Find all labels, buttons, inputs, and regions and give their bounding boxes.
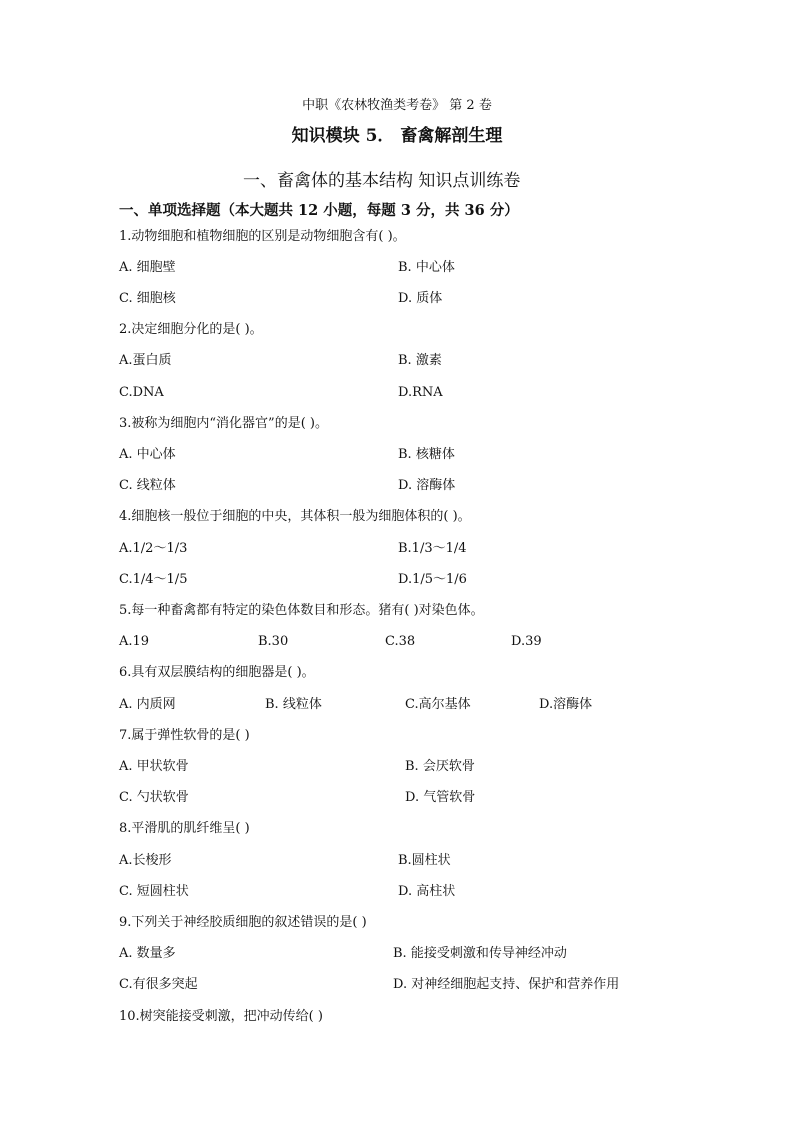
option-a: A. 内质网: [119, 697, 176, 712]
option-a: A.19: [119, 634, 150, 649]
option-b: B.圆柱状: [398, 853, 451, 868]
option-d: D. 溶酶体: [398, 478, 456, 493]
option-c: C.DNA: [119, 385, 164, 400]
option-d: D. 气管软骨: [405, 790, 476, 805]
option-a: A. 细胞壁: [119, 260, 176, 275]
question-stem: 9.下列关于神经胶质细胞的叙述错误的是( ): [119, 915, 367, 930]
question-stem: 3.被称为细胞内“消化器官”的是( )。: [119, 416, 328, 431]
option-a: A. 数量多: [119, 946, 176, 961]
option-a: A. 甲状软骨: [119, 759, 189, 774]
question-stem: 10.树突能接受刺激，把冲动传给( ): [119, 1009, 323, 1024]
question-stem: 4.细胞核一般位于细胞的中央，其体积一般为细胞体积的( )。: [119, 509, 471, 524]
question-stem: 8.平滑肌的肌纤维呈( ): [119, 821, 250, 836]
option-c: C. 细胞核: [119, 291, 176, 306]
option-b: B.1/3～1/4: [398, 541, 467, 556]
option-b: B. 激素: [398, 353, 442, 368]
option-a: A.1/2～1/3: [119, 541, 188, 556]
option-c: C.38: [385, 634, 416, 649]
option-d: D.39: [511, 634, 542, 649]
option-b: B. 线粒体: [265, 697, 322, 712]
question-stem: 6.具有双层膜结构的细胞器是( )。: [119, 665, 315, 680]
option-b: B. 能接受刺激和传导神经冲动: [393, 946, 567, 961]
option-c: C.1/4～1/5: [119, 572, 188, 587]
option-b: B.30: [258, 634, 289, 649]
question-stem: 1.动物细胞和植物细胞的区别是动物细胞含有( )。: [119, 229, 406, 244]
option-b: B. 会厌软骨: [405, 759, 475, 774]
option-b: B. 核糖体: [398, 447, 455, 462]
question-stem: 5.每一种畜禽都有特定的染色体数目和形态。猪有( )对染色体。: [119, 603, 484, 618]
module-title: 知识模块 5． 畜禽解剖生理: [291, 126, 503, 146]
option-d: D.1/5～1/6: [398, 572, 467, 587]
option-d: D.RNA: [398, 385, 443, 400]
option-a: A. 中心体: [119, 447, 176, 462]
option-a: A.长梭形: [119, 853, 172, 868]
option-c: C. 线粒体: [119, 478, 176, 493]
exam-line: 中职《农林牧渔类考卷》 第 2 卷: [302, 98, 492, 113]
option-b: B. 中心体: [398, 260, 455, 275]
question-stem: 2.决定细胞分化的是( )。: [119, 322, 263, 337]
option-a: A.蛋白质: [119, 353, 172, 368]
section-subtitle: 一、畜禽体的基本结构 知识点训练卷: [243, 171, 521, 191]
option-c: C.有很多突起: [119, 977, 198, 992]
question-stem: 7.属于弹性软骨的是( ): [119, 728, 250, 743]
option-c: C. 短圆柱状: [119, 884, 189, 899]
option-d: D. 质体: [398, 291, 443, 306]
option-c: C.高尔基体: [405, 697, 471, 712]
option-d: D. 对神经细胞起支持、保护和营养作用: [393, 977, 620, 992]
option-d: D. 高柱状: [398, 884, 456, 899]
option-d: D.溶酶体: [539, 697, 593, 712]
section-title: 一、单项选择题（本大题共 12 小题，每题 3 分，共 36 分）: [119, 202, 519, 219]
option-c: C. 勺状软骨: [119, 790, 189, 805]
